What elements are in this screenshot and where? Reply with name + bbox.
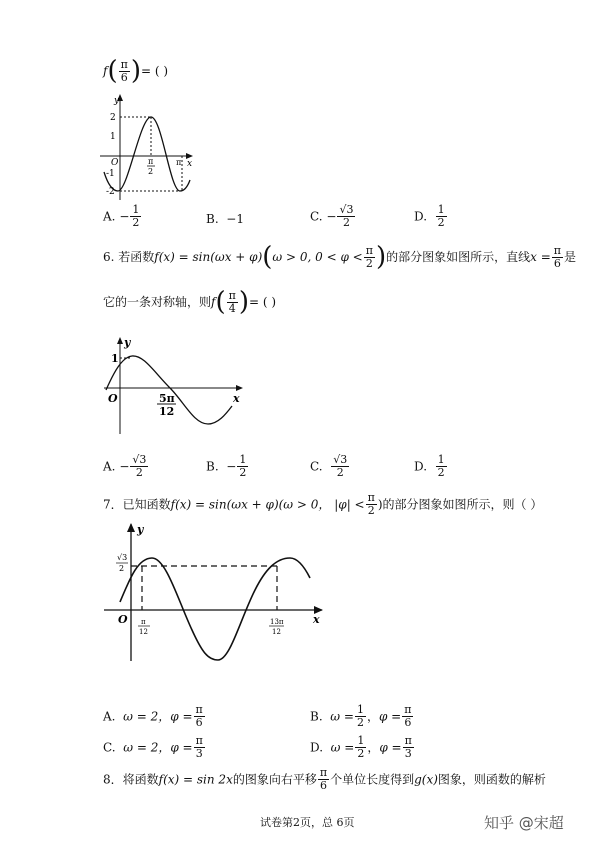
q5-xtick-pi: π: [176, 158, 182, 167]
q7-ytick-den: 2: [119, 564, 125, 573]
q7-graph: [100, 520, 330, 665]
q5-curve: [104, 117, 193, 191]
q5-graph: [90, 92, 205, 204]
q5-x-label: x: [187, 159, 193, 169]
q5-y-label: y: [114, 96, 120, 106]
q6-xtick-den: 12: [159, 405, 175, 418]
q7-xtick1-num: π: [141, 618, 146, 626]
q6-option-b[interactable]: B. − $\frac{1}{2}$: [206, 453, 247, 479]
q6-origin-label: O: [108, 392, 118, 405]
q7-ytick-num: √3: [117, 553, 128, 562]
q6-y-label: y: [124, 336, 131, 349]
q7-stem: 7．已知函数f(x) = sin(ωx + φ)(ω > 0， |φ| < $\frac{\pi}{2}$ )的部分图象如图所示，则（ ）: [103, 491, 543, 517]
q6-ytick-1: 1: [111, 352, 119, 365]
q5-ytick-neg1: -1: [106, 169, 115, 179]
q5-origin-label: O: [111, 158, 119, 168]
q5-ytick-2: 2: [110, 113, 116, 123]
q7-curve: [120, 558, 310, 660]
q7-xtick1-den: 12: [139, 628, 148, 636]
q6-graph: [100, 336, 250, 436]
q6-x-arrow: [236, 385, 243, 391]
watermark: 知乎 @宋超: [484, 814, 564, 832]
q7-x-label: x: [313, 613, 320, 626]
q6-stem-line1: 6. 若函数f(x) = sin(ωx + φ)(ω > 0, 0 < φ < $\frac{\pi}{2}$ )的部分图象如图所示，直线x = $\frac{\pi}{6}$ 是: [103, 242, 577, 272]
q6-y-arrow: [117, 337, 123, 344]
q5-xtick-pi2-num: π: [148, 157, 154, 166]
q7-option-d[interactable]: D. ω = $\frac{1}{2}$ ，φ = $\frac{\pi}{3}$: [310, 734, 412, 760]
q7-option-a[interactable]: A. ω = 2，φ = $\frac{\pi}{6}$: [103, 703, 203, 729]
q5-stem: f( $\frac{\pi}{6}$ )= ( ): [103, 56, 169, 86]
q5-stem-fraction: $\frac{\pi}{6}$: [120, 57, 128, 84]
q6-option-d[interactable]: D. $\frac{1}{2}$: [414, 453, 445, 479]
q6-x-label: x: [233, 392, 240, 405]
q6-stem-line2: 它的一条对称轴，则f( $\frac{\pi}{4}$ )= ( ): [103, 287, 277, 317]
q8-stem: 8．将函数f(x) = sin 2x的图象向右平移 $\frac{\pi}{6}$ 个单位长度得到g(x)图象，则函数的解析: [103, 766, 546, 792]
q7-y-label: y: [137, 523, 144, 536]
q5-ytick-1: 1: [110, 132, 116, 142]
q5-xtick-pi2-den: 2: [148, 167, 154, 176]
q7-y-arrow: [127, 523, 135, 532]
q6-xtick-num: 5π: [159, 392, 175, 405]
q6-option-c[interactable]: C. $\frac{√3}{2}$: [310, 453, 348, 479]
q6-option-a[interactable]: A. − $\frac{√3}{2}$: [103, 453, 147, 479]
q5-ytick-neg2: -2: [106, 187, 115, 197]
q5-option-b[interactable]: B. −1: [206, 212, 244, 226]
q5-option-c[interactable]: C. − $\frac{√3}{2}$: [310, 203, 354, 229]
q7-option-c[interactable]: C. ω = 2，φ = $\frac{\pi}{3}$: [103, 734, 203, 760]
q5-option-d[interactable]: D. $\frac{1}{2}$: [414, 203, 445, 229]
q5-option-a[interactable]: A. − $\frac{1}{2}$: [103, 203, 140, 229]
q7-option-b[interactable]: B. ω = $\frac{1}{2}$ ，φ = $\frac{\pi}{6}$: [310, 703, 412, 729]
q7-origin-label: O: [118, 613, 128, 626]
q7-xtick2-num: 13π: [270, 618, 284, 626]
q7-xtick2-den: 12: [272, 628, 281, 636]
page-footer: 试卷第2页，总 6页: [260, 816, 355, 829]
